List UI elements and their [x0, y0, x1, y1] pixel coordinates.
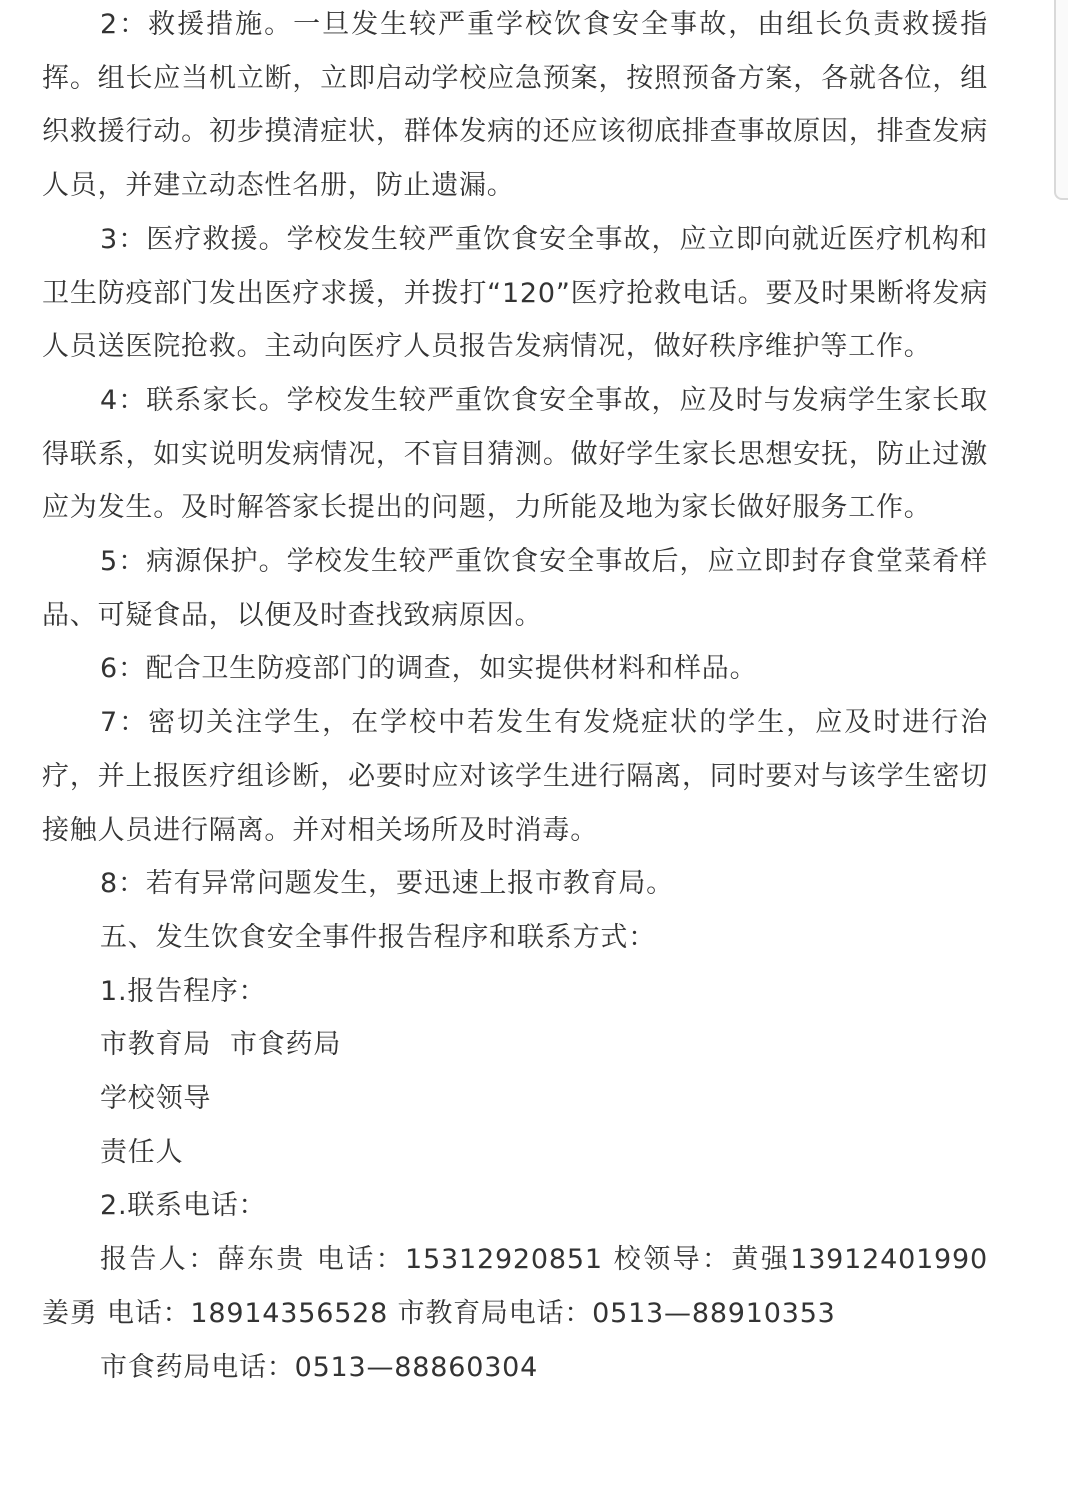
contact-phone-list: 报告人：薛东贵 电话：15312920851 校领导：黄强13912401990 姜勇 电话：18914356528 市教育局电话：0513—88910353: [42, 1244, 988, 1329]
paragraph-report-anomalies: 8：若有异常问题发生，要迅速上报市教育局。: [100, 868, 674, 900]
paragraph-contact-parents: 4：联系家长。学校发生较严重饮食安全事故，应及时与发病学生家长取得联系，如实说明发病情况，不盲目猜测。做好学生家长思想安抚，防止过激应为发生。及时解答家长提出的问题，力所能及地为家长做好服务工作。: [42, 384, 988, 524]
contact-food-drug-bureau: 市食药局电话：0513—88860304: [100, 1351, 539, 1383]
procedure-level-school-leaders: 学校领导: [100, 1083, 212, 1115]
section-heading-reporting: 五、发生饮食安全事件报告程序和联系方式：: [100, 921, 656, 953]
procedure-level-bureaus: 市教育局 市食药局: [100, 1029, 342, 1061]
paragraph-rescue-measures: 2：救援措施。一旦发生较严重学校饮食安全事故，由组长负责救援指挥。组长应当机立断，立即启动学校应急预案，按照预备方案，各就各位，组织救援行动。初步摸清症状，群体发病的还应该彻底排查事故原因，排查发病人员，并建立动态性名册，防止遗漏。: [42, 9, 988, 202]
paragraph-cooperate-investigation: 6：配合卫生防疫部门的调查，如实提供材料和样品。: [100, 653, 758, 685]
subheading-contact-phones: 2.联系电话：: [100, 1190, 267, 1222]
scrollbar[interactable]: [1054, 0, 1068, 200]
document-body: [42, 0, 988, 1394]
procedure-level-responsible-person: 责任人: [100, 1136, 184, 1168]
paragraph-monitor-students: 7：密切关注学生，在学校中若发生有发烧症状的学生，应及时进行治疗，并上报医疗组诊断，必要时应对该学生进行隔离，同时要对与该学生密切接触人员进行隔离。并对相关场所及时消毒。: [42, 707, 988, 846]
paragraph-medical-rescue: 3：医疗救援。学校发生较严重饮食安全事故，应立即向就近医疗机构和卫生防疫部门发出医疗求援，并拨打“120”医疗抢救电话。要及时果断将发病人员送医院抢救。主动向医疗人员报告发病情况，做好秩序维护等工作。: [42, 223, 988, 363]
paragraph-source-protection: 5：病源保护。学校发生较严重饮食安全事故后，应立即封存食堂菜肴样品、可疑食品，以便及时查找致病原因。: [42, 546, 988, 631]
subheading-report-procedure: 1.报告程序：: [100, 975, 267, 1007]
